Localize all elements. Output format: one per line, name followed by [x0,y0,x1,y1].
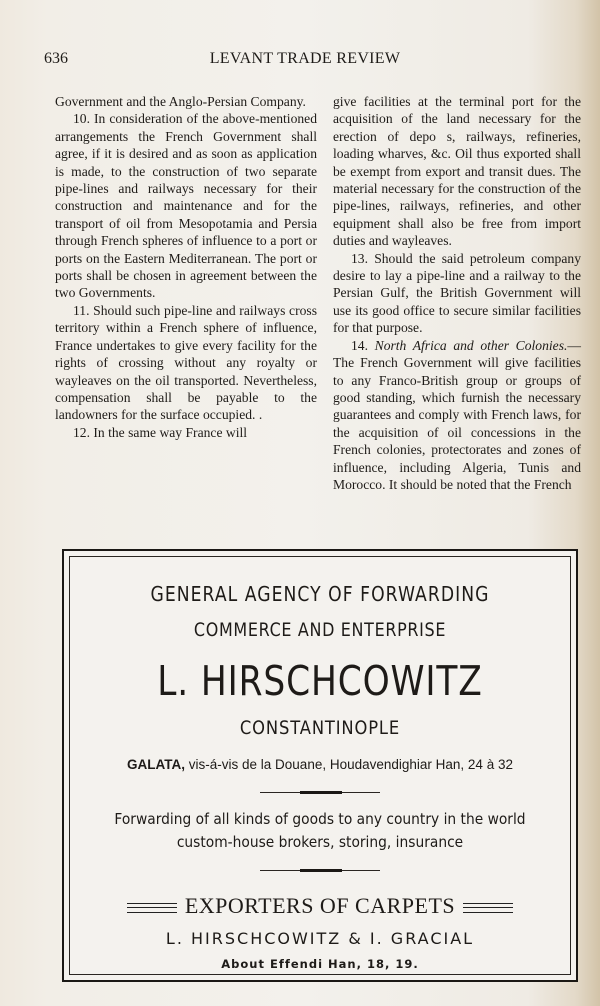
ad-address-detail: vis-á-vis de la Douane, Houdavendighiar Han, 24 à 32 [185,757,513,772]
ornamental-rule [260,870,380,871]
ornamental-rule [260,792,380,793]
paragraph: give facilities at the terminal port for the acquisition of the land necessary for the erection of depo s, railways, refineries, loading wharves, &c. Oil thus exported shall be exempt from export and transit dues. The material necessary for the construction of the pipe-lines, railways, refineries, and other equipment shall also be free from import duties and wayleaves. [333,94,581,249]
ad-services-line1: Forwarding of all kinds of goods to any country in the world [114,810,526,828]
paragraph: Government and the Anglo-Persian Company. [55,94,306,109]
paragraph-14 [333,337,581,494]
triple-dash-ornament [463,903,513,913]
section-text: —The French Government will give facilities to any Franco-British group or groups of good standing, which furnish the necessary guarantees and comply with French laws, for the acquisition of oil concessions in the French colonies, protectorates and zones of influence, including Algeria, Tunis and Morocco. It should be noted that the French [333,337,581,492]
section-number: 14. [351,337,368,353]
ad-exporters-heading: EXPORTERS OF CARPETS [184,893,456,918]
left-column [55,93,317,441]
ad-partners-address: About Effendi Han, 18, 19. [221,957,419,971]
ad-partners: L. HIRSCHCOWITZ & I. GRACIAL [165,929,475,948]
ad-city: CONSTANTINOPLE [239,717,401,739]
paragraph-13: 13. Should the said petroleum company desire to lay a pipe-line and a railway to the Persian Gulf, the British Government will use its good office to secure similar facilities for that purpose. [333,250,581,336]
ad-services-line2: custom-house brokers, storing, insurance [176,833,464,851]
advertisement-box [62,549,578,982]
running-title: LEVANT TRADE REVIEW [209,50,401,67]
ad-exporters [70,893,570,919]
ad-address-district: GALATA, [127,757,186,772]
ad-company-name: L. HIRSCHCOWITZ [157,657,483,705]
triple-dash-ornament [127,903,177,913]
paragraph-11: 11. Should such pipe-line and railways cross territory within a French sphere of influence, France undertakes to give every facility for the rights of crossing without any royalty or wayleaves on the oil transported. Nevertheless, compensation shall be payable to the landowners for the surface occupied. . [55,302,317,423]
ad-heading-line2: COMMERCE AND ENTERPRISE [193,619,447,641]
ad-heading-line1: GENERAL AGENCY OF FORWARDING [150,582,490,606]
paragraph-10: 10. In consideration of the above-mentioned arrangements the French Government shall agree, if it is desired and as soon as application is made, to the construction of two separate pipe-lines and railways necessary for their construction and maintenance and for the transport of oil from Mesopotamia and Persia through French spheres of influence to a port or ports on the Eastern Mediterranean. The port or ports shall be chosen in agreement between the two Governments. [55,111,317,301]
section-heading: North Africa and other Colonies. [374,337,568,353]
paragraph-12: 12. In the same way France will [73,424,248,440]
ad-address [70,757,570,772]
right-column [333,93,581,493]
advertisement-inner-border [69,556,571,975]
page-number: 636 [44,50,68,67]
